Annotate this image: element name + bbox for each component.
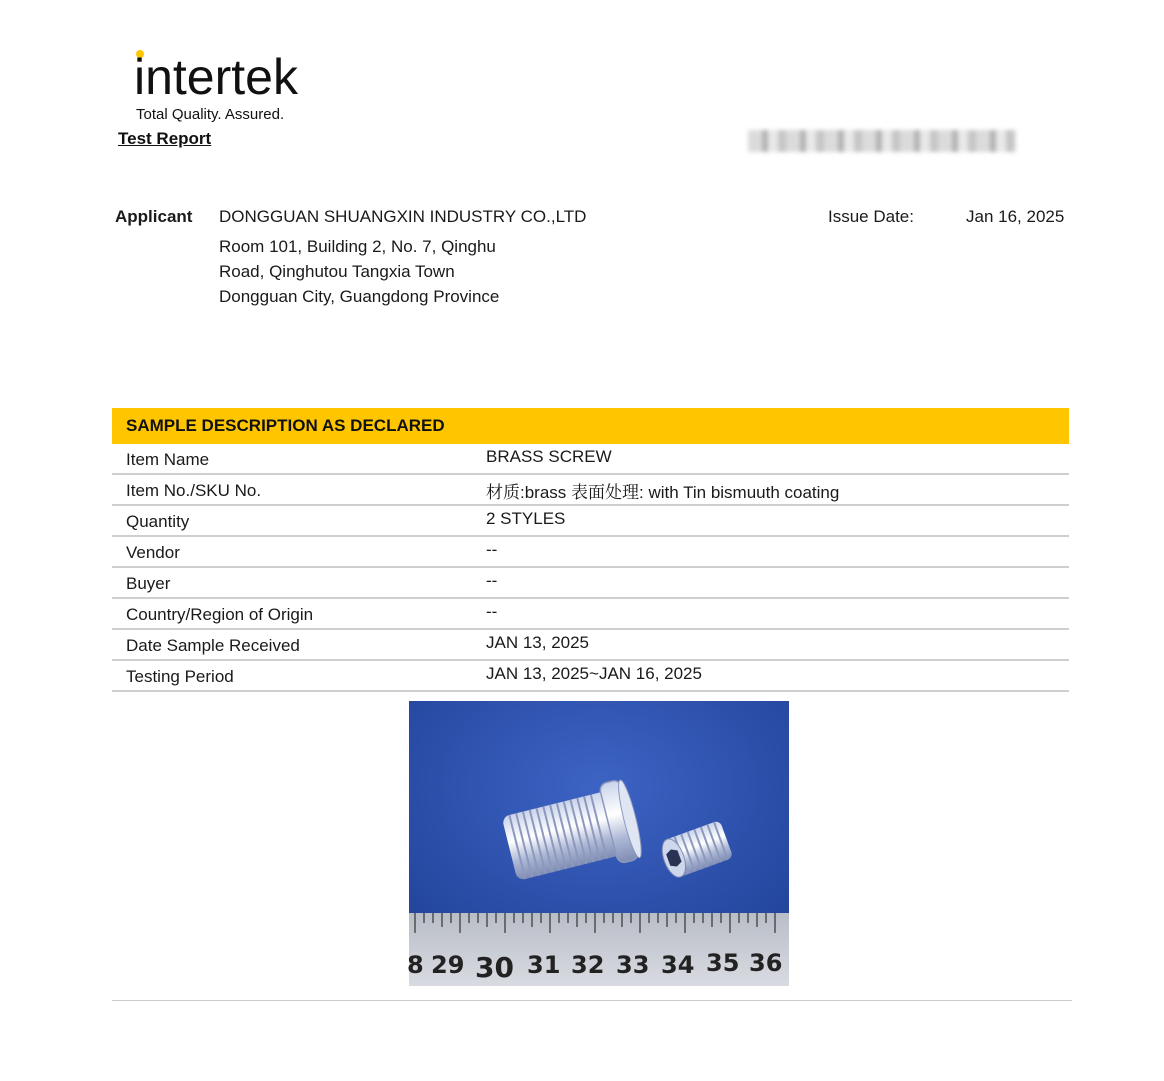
row-key: Date Sample Received bbox=[126, 636, 300, 655]
ruler-number: 34 bbox=[661, 951, 695, 979]
row-key: Quantity bbox=[126, 512, 190, 531]
ruler-number: 36 bbox=[749, 949, 783, 977]
row-key: Buyer bbox=[126, 574, 171, 593]
row-value: -- bbox=[486, 602, 498, 621]
section-title: SAMPLE DESCRIPTION AS DECLARED bbox=[126, 416, 445, 435]
ruler-number: 31 bbox=[527, 951, 561, 979]
row-key: Item Name bbox=[126, 450, 210, 469]
logo-tagline: Total Quality. Assured. bbox=[136, 106, 285, 123]
row-key: Country/Region of Origin bbox=[126, 605, 314, 624]
report-title: Test Report bbox=[118, 129, 212, 148]
redacted-report-number bbox=[748, 130, 1016, 152]
row-key: Item No./SKU No. bbox=[126, 481, 262, 500]
issue-date-label: Issue Date: bbox=[828, 207, 914, 226]
table-row bbox=[112, 661, 1069, 692]
applicant-address-line: Dongguan City, Guangdong Province bbox=[219, 287, 500, 306]
row-value: 2 STYLES bbox=[486, 509, 566, 528]
table-row bbox=[112, 506, 1069, 537]
applicant-address-line: Road, Qinghutou Tangxia Town bbox=[219, 262, 455, 281]
table-row bbox=[112, 537, 1069, 568]
ruler-number: 32 bbox=[571, 951, 605, 979]
sample-photo bbox=[409, 701, 789, 986]
row-key: Vendor bbox=[126, 543, 180, 562]
applicant-address-line: Room 101, Building 2, No. 7, Qinghu bbox=[219, 237, 496, 256]
row-value: BRASS SCREW bbox=[486, 447, 612, 466]
applicant-label: Applicant bbox=[115, 207, 193, 226]
applicant-name: DONGGUAN SHUANGXIN INDUSTRY CO.,LTD bbox=[219, 207, 587, 226]
ruler-number: 8 bbox=[407, 951, 424, 979]
row-value: -- bbox=[486, 571, 498, 590]
table-row bbox=[112, 444, 1069, 475]
issue-date-value: Jan 16, 2025 bbox=[966, 207, 1065, 226]
table-row bbox=[112, 568, 1069, 599]
table-row bbox=[112, 475, 1069, 506]
intertek-logo bbox=[134, 48, 354, 108]
table-row bbox=[112, 599, 1069, 630]
ruler-number: 30 bbox=[475, 951, 514, 984]
ruler-number: 29 bbox=[431, 951, 465, 979]
logo-text: intertek bbox=[134, 49, 298, 105]
row-key: Testing Period bbox=[126, 667, 234, 686]
table-row bbox=[112, 630, 1069, 661]
row-value: -- bbox=[486, 540, 498, 559]
sample-description-table bbox=[112, 444, 1069, 692]
ruler-number: 35 bbox=[706, 949, 740, 977]
footer-divider bbox=[112, 1000, 1072, 1001]
ruler-number: 33 bbox=[616, 951, 650, 979]
row-value: JAN 13, 2025~JAN 16, 2025 bbox=[486, 664, 702, 683]
row-value: JAN 13, 2025 bbox=[486, 633, 590, 652]
ruler bbox=[407, 913, 789, 986]
sample-description-header bbox=[112, 408, 1069, 444]
row-value: 材质:brass 表面处理: with Tin bismuuth coating bbox=[486, 483, 840, 502]
